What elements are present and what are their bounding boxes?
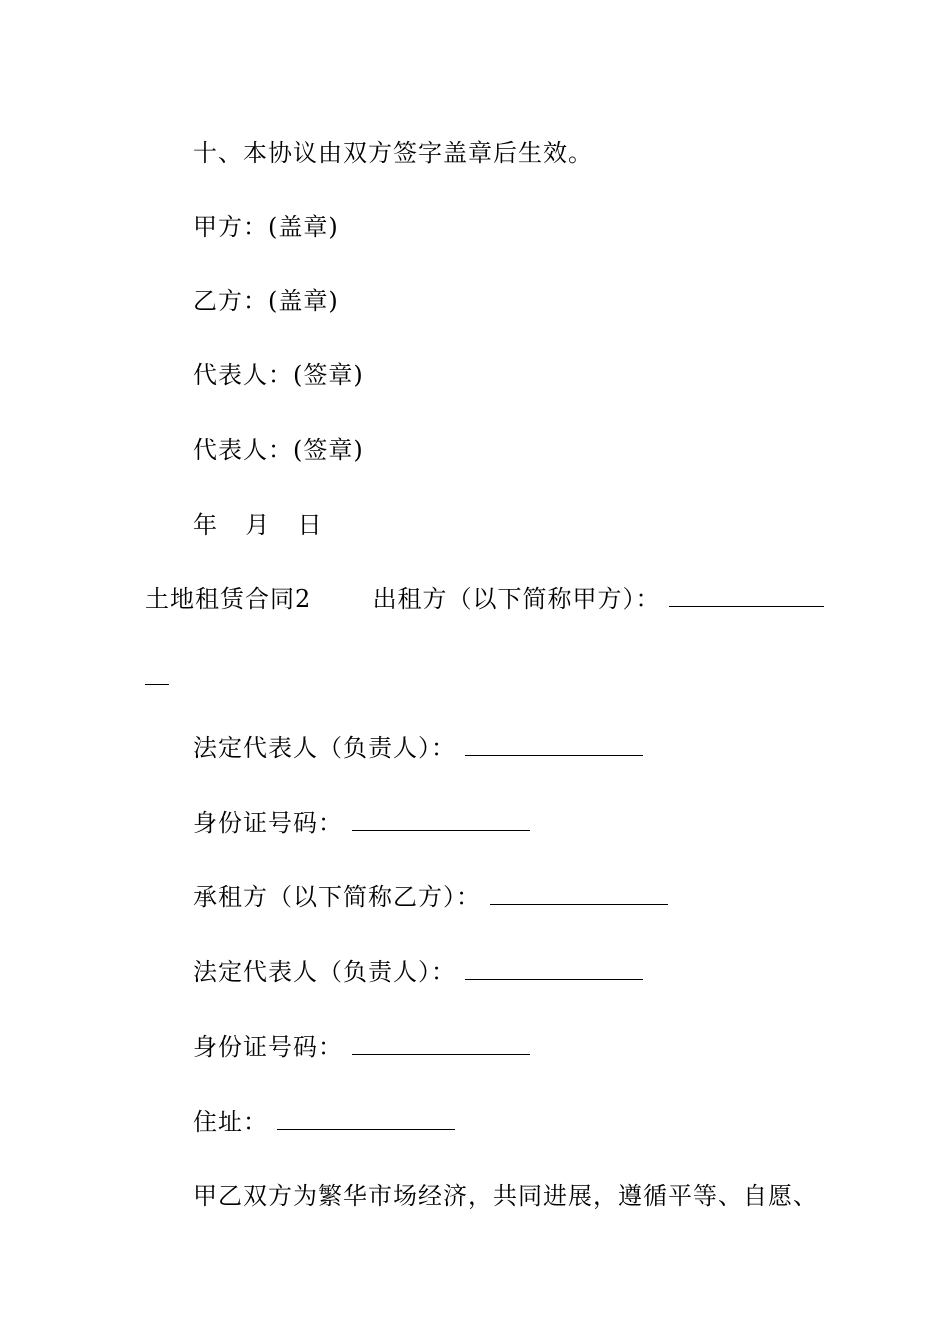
lessor-blank-continuation [145, 662, 169, 692]
date-year: 年 [193, 511, 218, 539]
lessee-line [193, 882, 668, 912]
lessor-label: 出租方（以下简称甲方）： [372, 585, 661, 613]
representative-1-line: 代表人：(签章) [193, 361, 364, 389]
contract-2-title: 土地租赁合同2 [145, 585, 312, 613]
lessor-id-line [193, 808, 530, 838]
lessor-legal-rep-blank [465, 733, 643, 756]
lessor-blank [669, 584, 824, 607]
date-line [193, 510, 323, 540]
lessee-blank [490, 882, 668, 905]
date-month: 月 [245, 511, 271, 539]
address-label: 住址： [193, 1108, 268, 1136]
address-blank [277, 1107, 455, 1130]
lessor-id-blank [352, 808, 530, 831]
lessee-id-blank [352, 1032, 530, 1055]
address-line [193, 1107, 455, 1137]
lessor-legal-rep-line [193, 733, 643, 763]
lessee-legal-rep-label: 法定代表人（负责人）： [193, 958, 456, 986]
clause-10: 十、本协议由双方签字盖章后生效。 [193, 139, 593, 167]
lessee-label: 承租方（以下简称乙方）： [193, 883, 481, 911]
representative-2-line: 代表人：(签章) [193, 436, 364, 464]
party-b-seal-line: 乙方：(盖章) [193, 287, 339, 315]
contract-2-heading-line [145, 584, 824, 614]
lessee-id-label: 身份证号码： [193, 1033, 343, 1061]
intro-paragraph-line: 甲乙双方为繁华市场经济，共同进展，遵循平等、自愿、 [193, 1182, 818, 1210]
party-a-seal-line: 甲方：(盖章) [193, 213, 339, 241]
lessor-blank-continued [145, 662, 169, 685]
lessor-legal-rep-label: 法定代表人（负责人）： [193, 734, 456, 762]
lessee-legal-rep-blank [465, 957, 643, 980]
date-day: 日 [297, 511, 323, 539]
lessee-legal-rep-line [193, 957, 643, 987]
lessor-id-label: 身份证号码： [193, 809, 343, 837]
lessee-id-line [193, 1032, 530, 1062]
